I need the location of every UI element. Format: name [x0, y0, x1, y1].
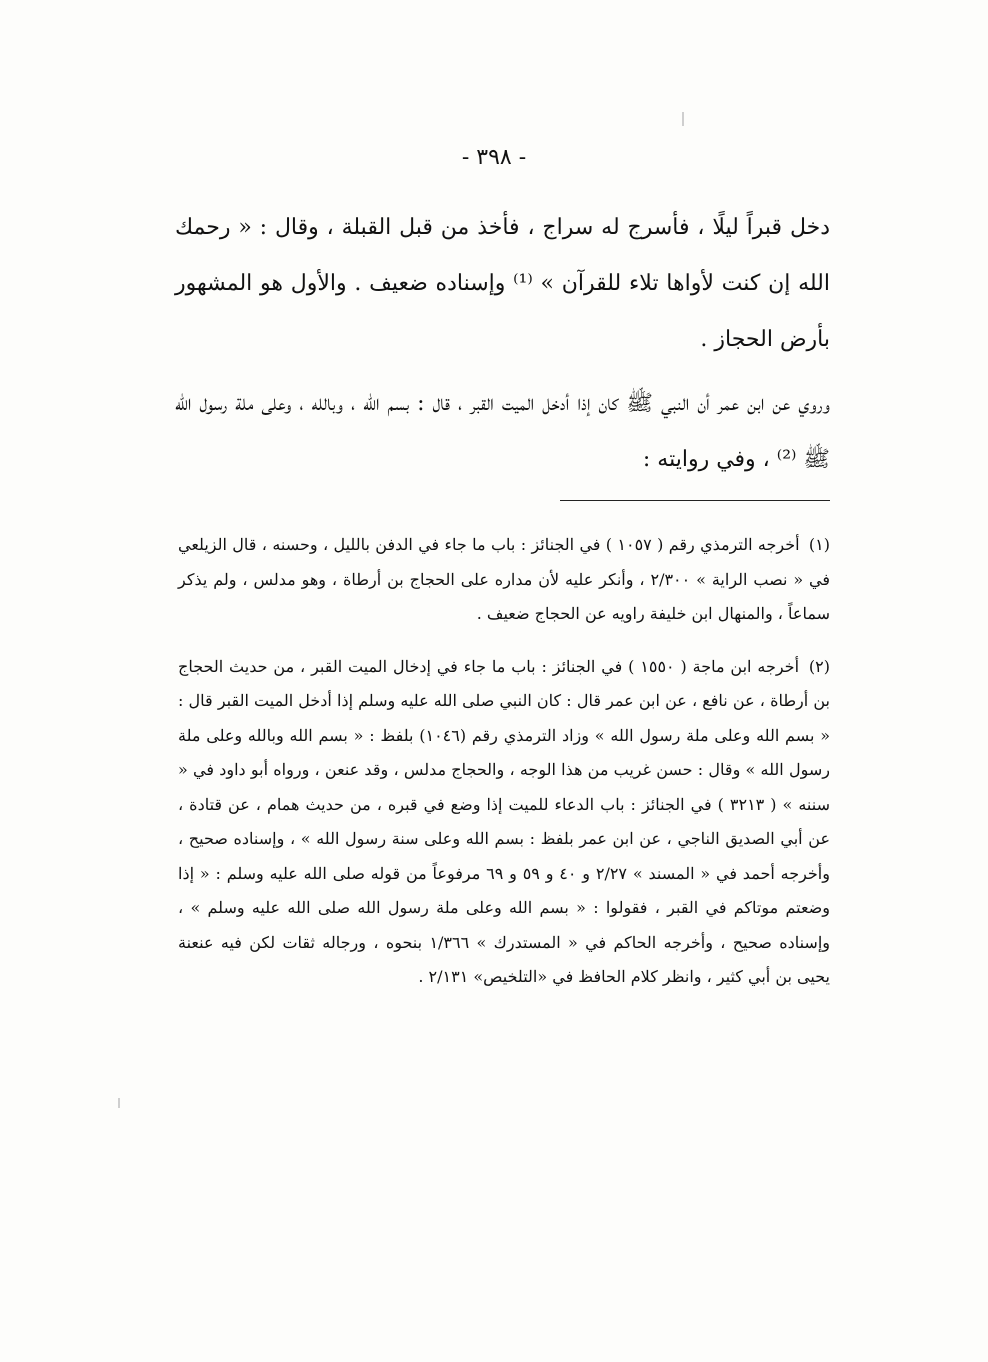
footnotes — [178, 528, 830, 1013]
page-number: - ٣٩٨ - — [461, 145, 527, 170]
main-paragraph-2: وروي عن ابن عمر أن النبي ﷺ كان إذا أدخل الميت القبر ، قال : بسم الله ، وبالله ، وعلى ملة رسول الله ﷺ ⁽²⁾ ، وفي روايته : — [175, 391, 830, 472]
scan-speck — [118, 1098, 120, 1108]
footnote-1-text: أخرجه الترمذي رقم ( ١٠٥٧ ) في الجنائز : باب ما جاء في الدفن بالليل ، وحسنه ، قال الزيلعي في « نصب الراية » ٢/٣٠٠ ، وأنكر عليه لأن مداره على الحجاج بن أرطاة ، وهو مدلس ، ولم يذكر سماعاً ، والمنهال ابن خليفة راويه عن الحجاج ضعيف . — [178, 535, 831, 623]
main-paragraph-1: دخل قبراً ليلًا ، فأسرج له سراج ، فأخذ من قبل القبلة ، وقال : « رحمك الله إن كنت لأواها تلاء للقرآن » ⁽¹⁾ وإسناده ضعيف . والأول هو المشهور بأرض الحجاز . — [175, 215, 830, 352]
footnote-2 — [178, 650, 830, 995]
footnote-2-text: أخرجه ابن ماجة ( ١٥٥٠ ) في الجنائز : باب ما جاء في إدخال الميت القبر ، من حديث الحجاج بن أرطاة ، عن نافع ، عن ابن عمر قال : كان النبي صلى الله عليه وسلم إذا أدخل الميت القبر قال : « بسم الله وعلى ملة رسول الله » وزاد الترمذي رقم (١٠٤٦) بلفظ : « بسم الله وبالله وعلى ملة رسول الله » وقال : حسن غريب من هذا الوجه ، والحجاج مدلس ، وقد عنعن ، ورواه أبو داود في « سننه » ( ٣٢١٣ ) في الجنائز : باب الدعاء للميت إذا وضع في قبره ، من حديث همام ، عن قتادة ، عن أبي الصديق الناجي ، عن ابن عمر بلفظ : بسم الله وعلى سنة رسول الله » ، وإسناده صحيح ، وأخرجه أحمد في « المسند » ٢/٢٧ و ٤٠ و ٥٩ و ٦٩ مرفوعاً من قوله صلى الله عليه وسلم : « إذا وضعتم موتاكم في القبر ، فقولوا : « بسم الله وعلى ملة رسول الله صلى الله عليه وسلم » ، وإسناده صحيح ، وأخرجه الحاكم في « المستدرك » ١/٣٦٦ بنحوه ، ورجاله ثقات لكن فيه عنعنة يحيى بن أبي كثير ، وانظر كلام الحافظ في «التلخيص» ٢/١٣١ . — [178, 656, 831, 986]
main-text — [175, 200, 830, 488]
footnote-divider — [560, 500, 830, 501]
footnote-2-marker: (٢) — [808, 656, 830, 676]
scan-speck — [682, 112, 684, 126]
footnote-1-marker: (١) — [808, 535, 830, 554]
footnote-1 — [178, 528, 830, 632]
